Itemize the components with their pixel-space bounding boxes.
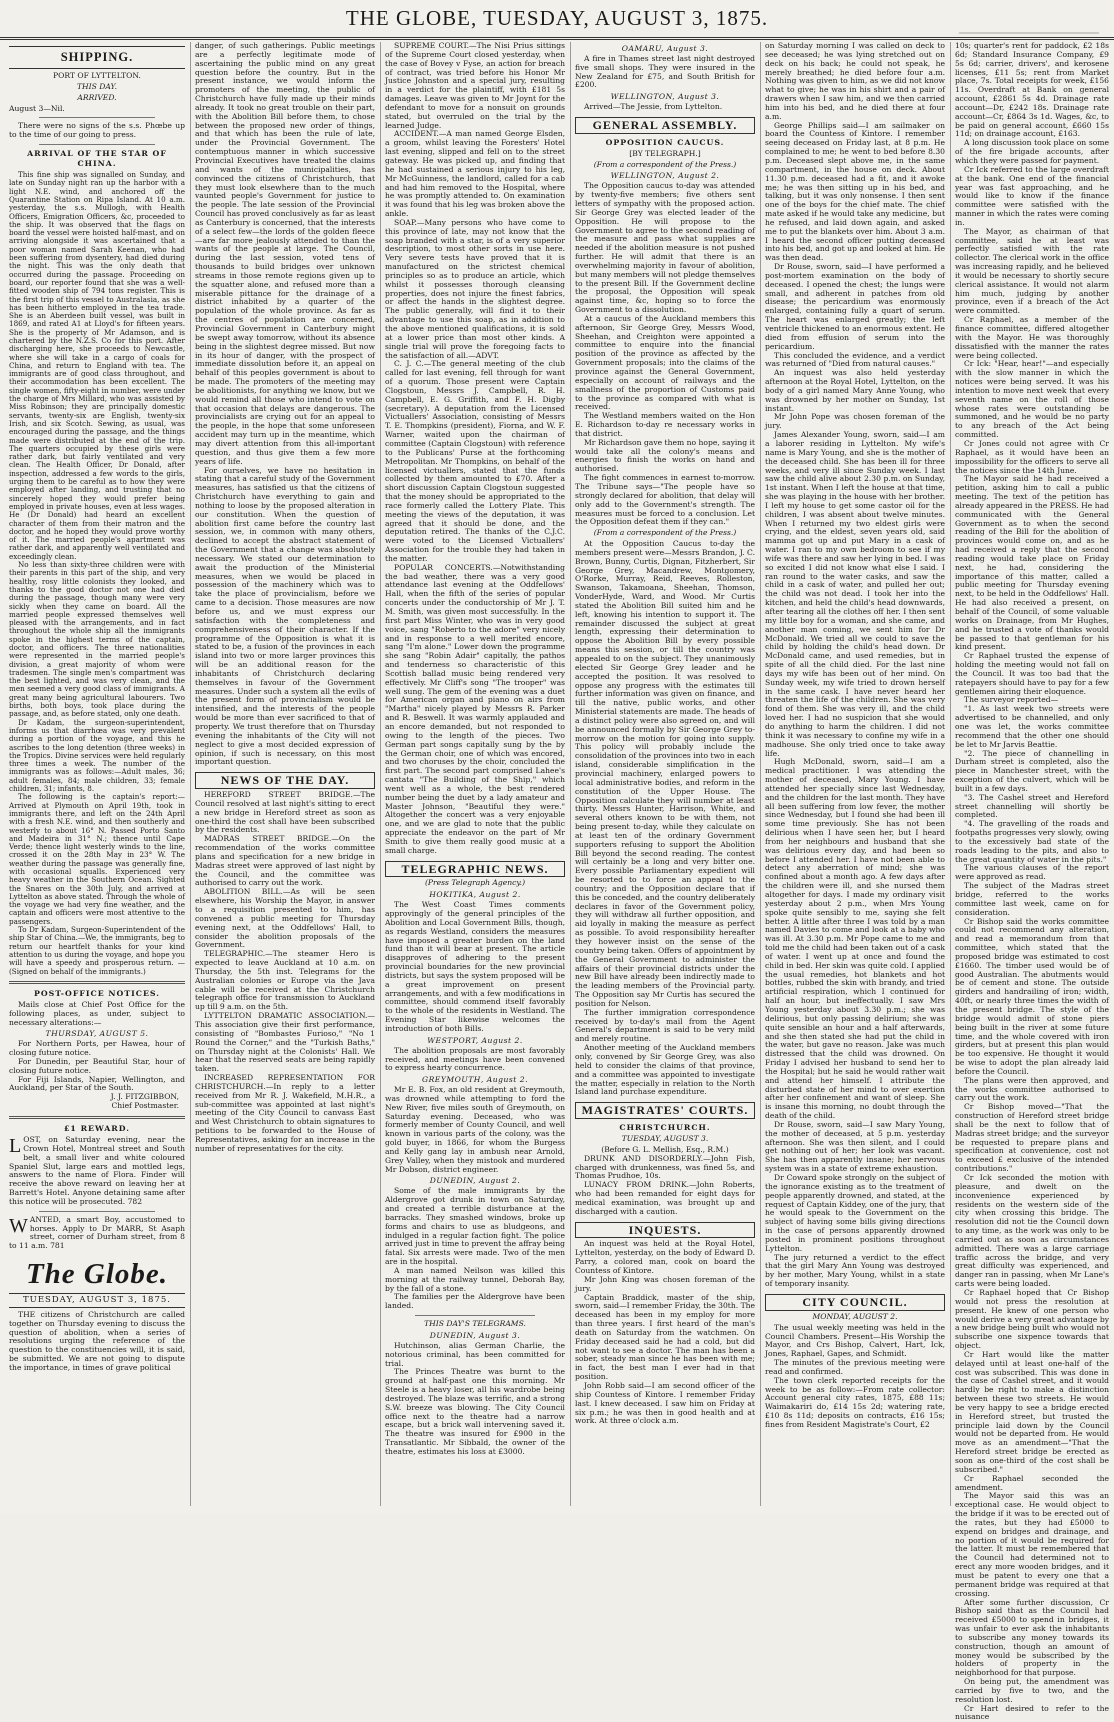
paragraph: Mr Richardson gave them no hope, saying it would take all the colony's means and energies to finish the works on hand and authorised. — [575, 437, 755, 474]
this-days-telegrams: THIS DAY'S TELEGRAMS. — [424, 1319, 526, 1329]
paragraph: Mr John King was chosen foreman of the jury. — [575, 1274, 755, 1293]
paragraph: Dr Coward spoke strongly on the subject of the ignorance existing as to the treatment of people apparently drowned, and stated, at the request of Captain Kiddey, one of the jury, that he would speak to the Government on the subject of having some bills giving directions in the case of persons apparently drowned posted in prominent positions throughout Lyttelton. — [765, 1173, 945, 1253]
from-correspondent: (From a correspondent of the Press.) — [593, 159, 737, 169]
by-telegraph: [BY TELEGRAPH.] — [629, 148, 701, 158]
globe-logo: The Globe. — [25, 1258, 169, 1291]
paragraph: At the Opposition Caucus to-day the members present were—Messrs Brandon, J. C. Brown, Bunny, Curtis, Dignan, Fitzherbert, Sir George Grey, Macandrew, Montgomery, O'Rorke, Murray, Reid, Reeves, Rolleston, Swanson, Takamoana, Sheehan, Thomson, VonderHyde, Ward, and Wood. Mr Curtis stated the Abolition Bill suited him and he left, knowing his intention to support it. The remainder discussed the subject at great length, expressing their determination to oppose the Abolition Bill by every possible means this session, or till the country was appealed to on the subject. They unanimously elected Sir George Grey leader and he accepted the position. It was resolved to oppose any progress with the estimates till further information was given on finance, and till the native, public works, and other Ministerial statements are made. The heads of a distinct policy were also agreed on, and will be announced formally by Sir George Grey to-morrow on the motion for going into supply. This policy will probably include the consolidation of the provinces into two in each island, considerable simplification in the provincial machinery, enlarged powers to local administrative bodies, and reform in the constitution of the Upper House. The Opposition calculate they will number at least thirty. Messrs Hunter, Harrison, White, and several others known to be with them, not being present to-day, while they calculate on at least ten of the ordinary Government supporters refusing to support the Abolition Bill beyond the second reading. The contest will certainly be a long and very bitter one. Every possible Parliamentary expedient will be resorted to to force an appeal to the country; and the Opposition declare that if this be conceded, and the country deliberately declares in favor of the Government policy, they will withdraw all further opposition, and aid loyally in making the measure as perfect as possible. To avoid responsibility hereafter they however insist on the sense of the country being taken. Offers of appointment by the General Government to administer the affairs of their provincial districts under the new Bill have already been indirectly made to the leading members of the Provincial party. The Opposition say Mr Curtis has secured the position for Nelson. — [575, 539, 755, 1008]
divider — [39, 117, 155, 118]
column-4 — [570, 42, 760, 1508]
paragraph: Dr Rouse, sworn, said—I saw Mary Young, the mother of deceased, at 5 p.m. yesterday afternoon. She was then silent, and I could get nothing out of her; her look was vacant. She has then apparently insane; her nervous system was in a state of extreme exhaustion. — [765, 1119, 945, 1174]
paragraph: The town clerk reported receipts for the week to be as follow:—From rate collector: Account general city rates, 1875, £88 11s; Waimakariri do, £14 15s 2d; watering rate, £10 8s 11d; deposits on contracts, £16 15s; fines from Resident Magistrate's Court, £2 — [765, 1375, 945, 1429]
dateline: MONDAY, AUGUST 2. — [812, 1311, 898, 1321]
paragraph: The Westland members waited on the Hon E. Richardson to-day re necessary works in that district. — [575, 411, 755, 438]
paragraph: "1. As last week two streets were advertised to be channelled, and only one was let, the works committee recommend that the other one should be let to Mr Jarvis Beattie. — [955, 704, 1109, 749]
paragraph: Cr Bishop moved—"That the construction of Hereford street bridge shall be the next to follow that of Madras street bridge; and the surveyor be requested to prepare plans and specification at convenience, cost not to exceed £ exclusive of the intended contributions." — [955, 1102, 1109, 1174]
paragraph: Cr Raphael seconded the amendment. — [955, 1473, 1109, 1492]
christchurch-sub: CHRISTCHURCH. — [619, 1123, 711, 1133]
postoffice-heading: POST-OFFICE NOTICES. — [34, 988, 160, 998]
paragraph: Cr Ick seconded the motion with pleasure, and dwelt on the inconvenience experienced by residents on the western side of the city when crossing this bridge. The resolution did not tie the Council down to any time, as the work was only to be carried out as soon as circumstances admitted. There was a large carriage traffic across the bridge, and very great difficulty was experienced, and danger ran in passing, when Mr Lane's carts were being loaded. — [955, 1173, 1109, 1289]
paragraph: No less than sixty-three children were with their parents in this part of the ship, and very healthy, rosy little colonists they looked, and thanks to the good doctor not one had died during the passage, though many were very sickly when they came on board. All the married people expressed themselves well pleased with the arrangements, and in fact throughout the whole ship all the immigrants spoke in the highest terms of the captain, doctor, and officers. The three nationalities were represented in the married people's division, a great majority of whom were tradesmen. The single men's compartment was the best lighted, and was very clean, and the men seemed a very good class of immigrants. A great many being agricultural labourers. Two births, both boys, took place during the passage, and, as before stated, only one death. — [9, 560, 185, 719]
paragraph: Cr Ick referred to the large overdraft at the bank. One end of the financial year was fast approaching, and he would like to know if the finance committee were satisfied with the manner in which the rates were coming in. — [955, 164, 1109, 227]
this-day: THIS DAY. — [76, 81, 117, 91]
paragraph: The further immigration correspondence received by to-day's mail from the Agent General's department is said to be very mild and merely routine. — [575, 1007, 755, 1044]
divider — [415, 1315, 535, 1316]
paragraph: Cr Ick: "Hear, hear!"—and especially with the slow manner in which the notices were being served. It was his intention to move next week that every seventh name on the roll of those whose rates were outstanding be summoned, and he would be no party to any breach of the Act being committed. — [955, 359, 1109, 440]
dateline: WELLINGTON, August 3. — [610, 92, 720, 102]
news-item: SUPREME COURT.—The Nisi Prius sittings of the Supreme Court closed yesterday, when the case of Bovey v Fyse, an action for breach of contract, was tried before his Honor Mr Justice Johnston and a special jury, resulting in a verdict for the plaintiff, with £181 5s damages. Leave was given to Mr Joynt for the defendant to move for a nonsuit on grounds stated, but overruled on the trial by the learned Judge. — [385, 41, 565, 130]
paragraph: The surveyor reported— — [964, 695, 1059, 705]
telegram: The abolition proposals are most favorably received, and meetings have been convened to express hearty concurrence. — [385, 1045, 565, 1073]
news-heading: NEWS OF THE DAY. — [195, 772, 375, 789]
news-item: HEREFORD STREET BRIDGE.—The Council resolved at last night's sitting to erect a new bridge in Hereford street as soon as one-third the cost shall have been subscribed by the residents. — [195, 790, 375, 835]
paragraph: The Mayor said he had received a petition, asking him to call a public meeting. The text of the petition has already appeared in the PRESS. He had communicated with the General Government as to when the second reading of the Bill for the abolition of provinces would come on, and as he had received a reply that the second reading would take place on Friday next, he had, considering the importance of this matter, called a public meeting for Thursday evening next, to be held in the Oddfellows' Hall. He had also received a present, on behalf of the Council, of some valuable works on Drainage, from Mr Hughes, and he trusted a vote of thanks would be passed to that gentleman for his kind present. — [955, 474, 1109, 652]
paragraph: An inquest was also held yesterday afternoon at the Royal Hotel, Lyttelton, on the body of a girl named Mary Anne Young, who was drowned by her mother on Sunday, 1st instant. — [765, 368, 945, 413]
general-assembly-heading: GENERAL ASSEMBLY. — [575, 117, 755, 134]
telegram: The Princes Theatre was burnt to the ground at half-past one this morning. Mr Steele is a heavy loser, all his wardrobe being destroyed. The blaze was terrific, and a strong S.W. breeze was blowing. The City Council office next to the theatre had a narrow escape, but a brick wall intervening saved it. The theatre was insured for £900 in the Transatlantic. Mr Sibbald, the owner of the theatre, estimates his loss at £3000. — [385, 1367, 565, 1456]
column-2 — [190, 42, 380, 1508]
paragraph: Cr Jones could not agree with Cr Raphael, as it would have been an impossibility for the officers to serve all the notices since the 14th June. — [955, 438, 1109, 475]
leader-paragraph: THE citizens of Christchurch are called together on Thursday evening to discuss the question of abolition, when a series of resolutions urging the reference of the question to the constituencies will, it is said, be submitted. We are not going to dispute the importance, in times of grave political — [9, 1309, 185, 1373]
paragraph: Cr Hart would like the matter delayed until at least one-half of the cost was subscribed. This was done in the case of Cashel street, and it would hardly be right to make a distinction between these two streets. He would be very happy to see a bridge erected in Hereford street, but trusted the principle laid down by the Council would not be departed from. He would move as an amendment—"That the Hereford street bridge be erected as soon as one-third of the cost shall be subscribed." — [955, 1349, 1109, 1474]
telegram: Hutchinson, alias German Charlie, the notorious criminal, has been committed for trial. — [385, 1340, 565, 1368]
telegram: Mr E. B. Fox, an old resident at Greymouth, was drowned while attempting to ford the New River, five miles south of Greymouth, on Saturday evening. Deceased, who was formerly member of County Council, and well known in various parts of the colony, was the gold buyer, in 1866, for whom the Burgess and Kelly gang lay in ambush near Arnold, Grey Valley, when they mistook and murdered Mr Dobson, district engineer. — [385, 1085, 565, 1174]
telegram: The West Coast Times comments approvingly of the general principles of the Abolition and Local Government Bills, though, as regards Westland, considers the measures have imposed a greater burden on the land fund than it will bear at present. The article disapproves of adhering to the present provincial boundaries for the new provincial districts, but says the system proposed will be a great improvement on present arrangements, and with a few modifications in committee, should commend itself favorably to the whole of the residents in Westland. The Evening Star likewise welcomes the introduction of both Bills. — [385, 900, 565, 1033]
from-correspondent: (From a correspondent of the Press.) — [593, 528, 737, 538]
arrived-line: August 3—Nil. — [9, 103, 65, 113]
paragraph: The Mayor said this was an exceptional case. He would object to the bridge if it was to be erected out of the rates, but they had £5000 to expend on bridges and drainage, and no portion of it would be required for the latter. It must be remembered that the Council had determined not to erect any more wooden bridges, and it must be patent to every one that a permanent bridge was required at that crossing. — [955, 1491, 1109, 1598]
paragraph: There were no signs of the s.s. Phœbe up to the time of our going to press. — [9, 121, 185, 140]
dateline: DUNEDIN, August 3. — [429, 1330, 521, 1340]
paragraph: For Fiji Islands, Napier, Wellington, and Auckland, per Star of the South. — [9, 1074, 185, 1093]
signature: Chief Postmaster. — [111, 1101, 179, 1111]
reward-ad — [9, 1136, 185, 1207]
paragraph: The various clauses of the report were approved as read. — [955, 863, 1109, 882]
inquests-heading: INQUESTS. — [575, 1222, 755, 1239]
opposition-caucus: OPPOSITION CAUCUS. — [605, 137, 725, 147]
paragraph: The fight commences in earnest to-morrow. The Tribune says—"The people have so strongly declared for abolition, that delay will only add to the Government's strength. The measures must be forced to a conclusion. Let the Opposition defeat them if they can." — [575, 473, 755, 527]
signature: J. J. FITZGIBBON, — [110, 1092, 179, 1102]
paragraph: An inquest was held at the Royal Hotel, Lyttelton, yesterday, on the body of Edward D. Parry, a colored man, cook on board the Countess of Kintore. — [575, 1239, 755, 1275]
magistrates-heading: MAGISTRATES' COURTS. — [575, 1102, 755, 1119]
paragraph: To Dr Kadam, Surgeon-Superintendent of the ship Star of China.—We, the immigrants, beg to return our heartfelt thanks for your kind attention to us during the voyage, and hope you will have a speedy and prosperous return. —(Signed on behalf of the immigrants.) — [9, 925, 185, 976]
paragraph: James Alexander Young, sworn, said—I am a laborer residing in Lyttelton. My wife's name is Mary Young, and she is the mother of the deceased child. She has been ill for three weeks, and very ill since Sunday week. I last saw the child alive about 2.30 p.m. on Sunday, 1st instant. When I left the house at that time, she was playing in the house with her brother. I left my house to get some castor oil for the children, I was absent about twelve minutes. When I returned my two eldest girls were crying, and the eldest, seven years old, said mamma got up and put Mary in a cask of water. I ran to my own bedroom to see if my wife was there and saw her lying in bed. I was so excited I did not know what else I said. I ran round to the water casks, and saw the child in a cask of water, and pulled her out; the child was not dead. I took her into the kitchen, and held the child's head downwards, after tearing all the clothes off her. I then sent my little boy for a woman, and she came, and another man coming, we sent him for Dr McDonald. We tried all we could to save the child by holding the child's head down. Dr McDonald came, and used remedies, but in spite of all the child died. For the last nine days my wife has been out of her mind. On Sunday week, my wife tried to drown herself in the same cask. I have never heard her threaten the life of the children. She was very fond of them. She was very ill, and the child loved her. I had no suspicion that she would do anything to harm the children. I did not think it was necessary to confine my wife in a madhouse. She only tried once to take away life. — [765, 430, 945, 758]
paragraph: Hugh McDonald, sworn, said—I am a medical practitioner. I was attending the mother of deceased, Mary Young. I have attended her specially since last Wednesday, and the children for the last month. They have all been suffering from low fever, the mother since Wednesday, but I found she had been ill some time previously. She has not been delirious when I have seen her, but I heard from her neighbours and husband that she was delirious every day, and had been so before I attended her. I have not been able to detect any aberration of mind; she was confined about a month ago. A few days after the children were ill, and she nursed them altogether for days. I made my ordinary visit yesterday about 2 p.m., when Mrs Young spoke quite sensibly to me, saying she felt better. A little after three I was told by a man named Davies to come and look at a baby who was ill. At 3.30 p.m. Mr Pope came to me and told me the child had been taken out of a cask of water. I went up at once and found the child in bed. Her skin was quite cold. I applied the usual remedies, hot blankets and hot bottles, rubbed the skin with brandy, and tried artificial respiration, which I continued for half an hour, but ineffectually. I saw Mrs Young yesterday about 3.30 p.m.; she was delirious, but only passing delirium; she was quite sensible an hour and a half afterwards, and she then stated she had put the child in the water, but gave no reason. Jake was much distressed that the child was drowned. On Friday I advised her husband to send her to the Hospital; but he said he would rather wait and attend her himself. I attribute the disturbed state of her mind to over exertion after her confinement and want of sleep. She is insane this morning, no doubt through the death of the child. — [765, 757, 945, 1121]
agency-line: (Press Telegraph Agency.) — [424, 878, 526, 888]
column-5 — [760, 42, 950, 1508]
before-line: (Before G. L. Mellish, Esq., R.M.) — [601, 1144, 729, 1154]
news-item: SOAP.—Many persons who have come to this province of late, may not know that the soap branded with a star, is of a very superior description, to most other sorts in use here. Very severe tests have proved that it is manufactured on the strictest chemical principles so as to produce an article, which whilst it possesses thorough cleansing properties, does not injure the finest fabrics, or affect the hands in the slightest degree. The public generally, will find it to their advantage to use this soap, as in addition to the above mentioned qualifications, it is sold at a lower price than most other kinds. A single trial will prove the foregoing facts to the satisfaction of all.—ADVT. — [385, 217, 565, 360]
paragraph: For ourselves, we have no hesitation in stating that a careful study of the Government measures, has satisfied us that the citizens of Christchurch have everything to gain and nothing to loose by the proposed alteration in our constitution. When the question of abolition first came before the country last session, we, in common with many others, declined to accept the abstract statement of the Government that a change was absolutely necessary. We stated our determination to await the production of the Ministerial measures, when we would be placed in possession of the machinery which was to take the place of provincialism, before we came to a decision. Those measures are now before us, and we must express our satisfaction with the completeness and comprehensiveness of their character. If the programme of the Opposition is what it is stated to be, a fusion of the provinces in each island into two or more larger provinces this will be an additional reason for the inhabitants of Christchurch declaring themselves in favour of the Government measures. Under such a system all the evils of the present form of provincialism would be intensified, and the interests of the people would be more than ever sacrificed to that of property. We trust therefore that on Thursday evening the inhabitants of the City will not neglect to give a most decided expression of opinion, if such is necessary, on this most important question. — [195, 465, 375, 767]
drop-cap: W — [9, 1214, 28, 1237]
telegram: The families per the Aldergrove have been landed. — [385, 1292, 565, 1311]
news-item: ACCIDENT.—A man named George Elsden, a groom, whilst leaving the Foresters' Hotel last evening, slipped and fell on to the street gateway. He was picked up, and finding that he had sustained a serious injury to his leg, Mr McGuinness, the landlord, called for a cab and had him removed to the Hospital, where he was promptly attended to. On examination it was found that his leg was broken above the ankle. — [385, 129, 565, 219]
paragraph: The jury returned a verdict to the effect that the girl Mary Ann Young was destroyed by her mother, Mary Young, whilst in a state of temporary insanity. — [765, 1252, 945, 1289]
column-1 — [4, 42, 190, 1508]
telegram: A fire in Thames street last night destroyed five small shops. They were insured in the New Zealand for £75, and South British for £200. — [575, 53, 755, 90]
news-item: POPULAR CONCERTS.—Notwithstanding the bad weather, there was a very good attendance last evening at the Oddfellows' Hall, when the fifth of the series of popular concerts under the conductorship of Mr J. T. M. Smith, was given most successfully. In the first part Miss Winter, who was in very good voice, sang "Roberto to the adore" very nicely and in response to a well merited encore, sang "I'm alone." Lower down the programme she sang "Robin Adair" capitally, the pathos and tenderness so characteristic of this Scottish ballad music being rendered very effectively. Mr Cliff's song "The trooper" was well sung. The gem of the evening was a duet for American organ and piano on airs from "Martha" nicely played by Messrs R. Parker and R. Beswell. It was warmly applauded and an encore demanded, but not responded to owing to the length of the pieces. Two German part songs capitally sung by the by the German choir, one of which was encored, and two choruses by the choir, concluded the first part. The second part comprised Lahee's cantata "The Building of the Ship," which went well as a whole, the best rendered number being the duet by a lady amateur and Master Johnson, "Beautiful they were." Altogether the concert was a very enjoyable one, and we are glad to note that the public appreciate the endeavor on the part of Mr Smith to give them really good music at a small charge. — [385, 562, 565, 855]
dateline: WELLINGTON, August 2. — [610, 171, 720, 181]
ad-number: 781 — [50, 1241, 65, 1251]
arrived-label: ARRIVED. — [77, 92, 117, 102]
globe-date: TUESDAY, AUGUST 3, 1875. — [9, 1293, 185, 1308]
paragraph: The plans were then approved, and the works committee authorised to carry out the work. — [955, 1075, 1109, 1103]
paragraph: Cr Raphael hoped that Cr Bishop would not press the resolution at present. He knew of one person who would derive a very great advantage by a new bridge being built who would not subscribe one sixpence towards that object. — [955, 1287, 1109, 1351]
paragraph: For Northern Ports, per Hawea, hour of closing future notice. — [9, 1039, 185, 1058]
paragraph: At a caucus of the Auckland members this afternoon, Sir George Grey, Messrs Wood, Sheehan, and Creighton were appointed a committee to enquire into the financial position of the province as affected by the Government proposals; into the claims of the province against the General Government, especially on account of railways and the smallness of the proportion of Customs paid to the province as compared with what is received. — [575, 313, 755, 412]
paragraph: The minutes of the previous meeting were read and confirmed. — [765, 1358, 945, 1376]
paragraph: The subject of the Madras street bridge, referred to the works committee last week, came on for consideration. — [955, 881, 1109, 917]
drop-cap: L — [9, 1134, 22, 1157]
dateline: HOKITIKA, August 2. — [429, 890, 521, 900]
dateline: TUESDAY, AUGUST 3. — [621, 1134, 709, 1144]
paragraph: "4. The gravelling of the roads and footpaths progresses very slowly, owing to the excessively bad state of the roads leading to the pits, and also to the great quantity of water in the pits." — [955, 819, 1109, 864]
news-item: LYTTELTON DRAMATIC ASSOCIATION.—This association give their first performance, consisting of "Bombastes Furioso," "No 1 Round the Corner," and the "Turkish Baths," on Thursday night at the Colonists' Hall. We hear that the reserved seats are being rapidly taken. — [195, 1011, 375, 1074]
china-heading: ARRIVAL OF THE STAR OF CHINA. — [27, 149, 167, 169]
telegraphic-heading: TELEGRAPHIC NEWS. — [385, 861, 565, 878]
paragraph: Dr Kadam, the surgeon-superintendent, informs us that diarrhœa was very prevalent during a portion of the voyage, and this he ascribes to the long detention (three weeks) in the Tropics. Divine services were held regularly three times a week. The number of the immigrants was as follows:—Adult males, 36; adult females, 84; male children, 33; female children, 31; infants, 8. — [9, 717, 185, 794]
news-item: INCREASED REPRESENTATION FOR CHRISTCHURCH.—In reply to a letter received from Mr R. J. Wakefield, M.H.R., a sub-committee was appointed at last night's meeting of the City Council to canvass East and West Christchurch to obtain signatures to petitions to be forwarded to the House of Representatives, asking for an increase in the number of representatives for the city. — [195, 1073, 375, 1153]
news-item: MADRAS STREET BRIDGE.—On the recommendation of the works committee plans and specification for a new bridge in Madras street were approved of last night by the Council, and the committee was authorised to carry out the work. — [195, 834, 375, 888]
dateline: OAMARU, August 3. — [621, 44, 709, 53]
paragraph: After some further discussion, Cr Bishop said that as the Council had received £5000 to spend in bridges, it was unfair to ever ask the inhabitants to subscribe any money towards its construction, though an amount of money would be subscribed by the holders of property in the neighborhood for that purpose. — [955, 1597, 1109, 1678]
dateline: THURSDAY, AUGUST 5. — [45, 1029, 149, 1039]
paragraph: "3. The Cashel street and Hereford street channelling will shortly be completed. — [955, 792, 1109, 820]
port-line: PORT OF LYTTELTON. — [53, 71, 141, 80]
column-6 — [950, 41, 1114, 1722]
paragraph: For Dunedin, per Beautiful Star, hour of closing future notice. — [9, 1056, 185, 1075]
paragraph: A long discussion took place on some of the fire brigade accounts, after which they were passed for payment. — [955, 138, 1109, 165]
dateline: GREYMOUTH, August 2. — [422, 1075, 528, 1085]
paragraph: Cr Raphael, as a member of the finance committee, differed altogether with the Mayor. He was thoroughly dissatisfied with the manner the rates were being collected. — [955, 315, 1109, 360]
wanted-ad — [9, 1216, 185, 1251]
news-item: TELEGRAPHIC.—The steamer Hero is expected to leave Auckland at 10 a.m. on Thursday, the 5th inst. Telegrams for the Australian colonies or Europe via the Java cable will be received at the Christchurch telegraph office for transmission to Auckland up till 9 a.m. on the 5th. — [195, 949, 375, 1012]
column-3 — [380, 42, 570, 1508]
paragraph: This concluded the evidence, and a verdict was returned of "Died from natural causes." — [765, 350, 945, 369]
paragraph: George Phillips said—I am sailmaker on board the Countess of Kintore. I remember seeing deceased on Friday last, at 8 p.m. He complained to me; he went to bed before 8.30 p.m. Deceased slept above me, in the same compartment, in the house on deck. About 11.30 p.m. deceased had a fit, and it awoke me; he was then sitting up in his bed, and talking, but it was only nonsense. I then sent one of the boys for the chief mate. The chief mate asked if he would take any medicine, but he refused, and laid down again, and asked me to put the blankets over him. About 3 a.m. I heard the second officer putting deceased into his bed, and got up and looked at him. He was then dead. — [765, 120, 945, 263]
paragraph: John Robb said—I am second officer of the ship Countess of Kintore. I remember Friday last. I knew deceased. I saw him on Friday at six p.m.; he was then in good health and at work. At three o'clock a.m. — [575, 1380, 755, 1426]
paragraph: The Opposition caucus to-day was attended by twenty-five members; five others sent letters of sympathy with the proposed action. Sir George Grey was elected leader of the Opposition. He will propose to the Government to agree to the second reading of the measure and pass what supplies are needed if the abolition measure is not pushed further. He will admit that there is an overwhelming majority in favour of abolition, but many members will not pledge themselves to the present Bill. If the Government decline the proposal, the Opposition will speak against time, &c, hoping so to force the Government to a dissolution. — [575, 181, 755, 315]
paragraph: The following is the captain's report:—Arrived at Plymouth on April 19th, took in immigrants there, and left on the 24th April with a fresh N.E. wind, and then southerly and westerly to about 16° N. Passed Porto Santo and Madeira in 31° N.; thence until Cape Verde; thence light westerly winds to the line, crossed it on the 28th May in 23° W. The weather during the passage was generally fine, with occasional squalls. Experienced very heavy weather in the Southern Ocean. Sighted the Snares on the 30th July, and arrived at Lyttelton as above stated. Through the whole of the voyage we had very fine weather, and the captain and officers were most attentive to the passengers. — [9, 792, 185, 926]
paragraph: The usual weekly meeting was held in the Council Chambers. Present—His Worship the Mayor, and Crs Bishop, Calvert, Hart, Ick, Jones, Raphael, Gapes, and Schmidt. — [765, 1322, 945, 1359]
paragraph: Dr Rouse, sworn, said—I have performed a post-mortem examination on the body of deceased. I opened the chest; the lungs were small, and adherent in patches from old disease; the pericardium was enormously enlarged, containing fully a quart of serum. The heart was enlarged greatly; the left ventricle thickened to an enormous extent. He died from effusion of serum into the pericardium. — [765, 262, 945, 351]
divider — [39, 144, 155, 145]
telegram: A man named Neilson was killed this morning at the railway tunnel, Deborah Bay, by the fall of a stone. — [385, 1265, 565, 1293]
reward-heading: £1 REWARD. — [64, 1123, 130, 1133]
paragraph: LUNACY FROM DRINK.—John Roberts, who had been remanded for eight days for medical examination, was brought up and discharged with a caution. — [575, 1180, 755, 1216]
reward-text: OST, on Saturday evening, near the Crown Hotel, Montreal street and South belt, a small liver and white coloured Spaniel Slut, large ears and mottled legs, answers to the name of Flora. Finder will receive the above reward on leaving her at Barrett's Hotel. Anyone detaining same after this notice will be prosecuted. — [9, 1134, 185, 1206]
paragraph: Cr Raphael trusted the expense of holding the meeting would not fall on the Council. It was too bad that the ratepayers should have to pay for a few gentlemen airing their eloquence. — [955, 651, 1109, 696]
city-council-heading: CITY COUNCIL. — [765, 1294, 945, 1311]
paragraph: 10s; quarter's rent for paddock, £2 18s 6d; Standard Insurance Company, £9 5s 6d; carrier, drivers', and kerosene licenses, £11 5s; rent from Market place, 7s. Total receipts for week, £156 11s. Overdraft at Bank on general account, £2861 5s 4d. Drainage rate account—Dr, £242 18s. Drainage rate account—Cr, £864 3s 1d. Wages, &c, to be paid on general account, £660 15s 11d; on drainage account, £163. — [955, 41, 1109, 139]
masthead — [0, 0, 1114, 40]
dateline: WESTPORT, August 2. — [427, 1035, 523, 1045]
dateline: DUNEDIN, August 2. — [429, 1176, 521, 1186]
paragraph: Cr Hart desired to refer to the nuisance — [955, 1703, 1109, 1722]
shipping-heading: SHIPPING. — [9, 46, 185, 69]
paragraph: This fine ship was signalled on Sunday, and late on Sunday night ran up the harbor with a light N.E. wind, and anchored off the Quarantine Station on Ripa Island. At 10 a.m. yesterday, the s.s. Mullogh, with Health Officers, Emigration Officers, &c, proceeded to the ship. It was observed that the flags on board the vessel were hoisted half-mast, and on arriving alongside it was ascertained that a poor woman named Sarah Keenan, who had been suffering from dysentery, had died during the night. This was the only death that occurred during the passage. Proceeding on board, our reporter found that she was a well-fitted wooden ship of 794 tons register. This is the first trip of this vessel to Australasia, as she has been hitherto employed in the tea trade. She is an Aberdeen built vessel, was built in 1869, and rated A1 at Lloyd's for fifteen years. She is the property of Mr Adamson, and is chartered by the N.Z.S. Co for this port. After discharging here, she proceeds to Newcastle, where she will take in a cargo of coals for China, and return to England with tea. The immigrants are of good class throughout, and their accommodation has been excellent. The single women, fifty-eight in number, were under the charge of Mrs Millard, who was assisted by Miss Robinson; they are principally domestic servants, twenty-six are English, twenty-six Irish, and six Scotch. Sewing, as usual, was encouraged during the passage, and the things made were distributed at the end of the trip. The quarters occupied by these girls were rather dark, but fairly ventilated and very clean. The Health Officer, Dr Donald, after inspection, addressed a few words to the girls, urging them to be careful as to how they were employed after landing, and trusting that no sincerely hoped they would prefer being employed in private houses, even at less wages. He (Dr Donald) had heard an excellent character of them from their matron and the doctor, and he hoped they would prove worthy of it. The married people's apartment was rather dark, and apparently well ventilated and exceedingly clean. — [9, 170, 185, 561]
paragraph: Mails close at Chief Post Office for the following places, as under, subject to necessary alterations:— — [9, 999, 185, 1027]
divider — [39, 1211, 155, 1212]
news-item: C. J. C.—The general meeting of the club called for last evening, fell through for want of a quorum. Those present were Captain Clogstoun, Messrs J. Campbell, R. H. Campbell, E. G. Griffith, and F. H. Digby (secretary). A deputation from the Licensed Victuallers' Association, consisting of Messrs T. E. Thompkins (president), Fiorna, and W. F. Warner, waited upon the chairman of committee (Captain Clogstoun) with reference to the Publicans' Purse at the forthcoming Metropolitan. Mr Thompkins, on behalf of the licensed victuallers, stated that the funds collected by them amounted to £70. After a short discussion Captain Clogstoun suggested that the money should be appropriated to the race formerly called the Lottery Plate. This meeting the views of the deputation, it was agreed that it should be done, and the deputation retired. The thanks of the C.J.C. were voted to the Licensed Victuallers' Association for the trouble they had taken in the matter. — [385, 359, 565, 563]
paragraph: "2. The piece of channelling in Durham street is completed, also the piece in Manchester street, with the exception of the culvert, which will be built in a few days. — [955, 748, 1109, 793]
news-item: ABOLITION BILL.—As will be seen elsewhere, his Worship the Mayor, in answer to a requisition presented to him, has convened a public meeting for Thursday evening next, at the Oddfellows' Hall, to consider the abolition proposals of the Government. — [195, 887, 375, 950]
paragraph: DRUNK AND DISORDERLY.—John Fish, charged with drunkenness, was fined 5s, and Thomas Prudhoe, 10s. — [575, 1153, 755, 1181]
ad-number: 782 — [127, 1196, 143, 1206]
paragraph: on Saturday morning I was called on deck to see deceased; he was lying stretched out on deck on his back; he could not speak, he merely breathed; he died before four a.m. Nothing was given to him, as we did not know what to give; he was in his shirt and a pair of drawers when I saw him, and we then carried him into his bed, and he died there at four a.m. — [765, 41, 945, 121]
paragraph: Cr Bishop said the works committee could not recommend any alteration, and read a memorandum from that committee, which stated that the proposed bridge was estimated to cost £1660. The timber used would be of good Australian. The abutments would be of cement and stone. The outside girders and handrailing of iron; width, 40ft, or nearly three times the width of the present bridge. The style of the bridge would admit of stone piers being built in the river at some future time, and the whole covered with iron girders, but at present this plan would be too expensive. He thought it would be wise to adopt the plan already laid before the Council. — [955, 916, 1109, 1076]
paragraph: Mr John Pope was chosen foreman of the jury. — [765, 412, 945, 431]
paragraph: danger, of such gatherings. Public meetings are a perfectly legitimate mode of ascertaining the public mind on any great question before the country. But in the present instance, we would inform the promoters of the meeting, the public of Christchurch have fully made up their minds already. It took no great trouble on their part, with the Abolition Bill before them, to chose between the proposed new order of things, and that which has been the rule of late, under the Provincial Government. The contemptuous manner in which successive Provincial Executives have treated the claims and wants of the municipalities, has convinced the citizens of Christchurch, that they must look elsewhere than to the much vaunted people's Government for justice to the people. The late session of the Provincial Council has proved conclusively as far as least as Canterbury is concerned, that the interests of a select few—the lords of the golden fleece—are far more jealously attended to than the wants of the people at large. The Council, during the last session, voted tens of thousands to build bridges over unknown streams in those remote regions given up to the squatter alone, and refused more than a miserable pittance for the drainage of a district inhabited by a quarter of the population of the whole province. As far as the centres of population are concerned, Provincial Government in Canterbury might be swept away tomorrow, without its absence being in the slightest degree missed. But now in its hour of danger, with the prospect of immediate dissolution before it, an appeal on behalf of this peoples government is about to be made. The promoters of the meeting may be abolitionists, for anything we know, but we would remind all those who intend to vote on that occasion that delays are dangerous. The provincialists are crying out for an appeal to the people, in the hope that some unforeseen accident may turn up in the meantime, which may divert attention from this all-important question, and thus give them a few more years of life. — [195, 41, 375, 466]
telegram: Arrived—The Jessie, from Lyttelton. — [584, 102, 723, 112]
paragraph: On being put, the amendment was carried by five to two, and the resolution lost. — [955, 1677, 1109, 1704]
paragraph: Another meeting of the Auckland members only, convened by Sir George Grey, was also held to consider the claims of that province, and a committee was appointed to investigate the matter, especially in relation to the North Island land purchase expenditure. — [575, 1043, 755, 1097]
divider — [9, 1116, 185, 1119]
paragraph: Captain Braddick, master of the ship, sworn, said—I remember Friday, the 30th. The deceased has been in my employ for more than three years. I first heard of the man's death on Saturday from the watchmen. On Friday deceased said he had a cold, but did not want to see a doctor. The man has been a sober, steady man since he has been with me; in fact, the best man I ever had in that position. — [575, 1292, 756, 1382]
torn-corner — [959, 4, 1110, 34]
divider — [9, 981, 185, 984]
paragraph: The Mayor, as chairman of that committee, said he at least was perfectly satisfied with the rate collector. The clerical work in the office was increasing rapidly, and he believed it would be necessary to shortly secure clerical assistance. It would not alarm him much, judging by another province, even if a breach of the Act were committed. — [955, 226, 1109, 316]
wanted-text: ANTED, a smart Boy, accustomed to horses. Apply to Dr MARR, St Asaph street, corner of Durham street, from 8 to 11 a.m. — [9, 1214, 185, 1251]
masthead-title: THE GLOBE, TUESDAY, AUGUST 3, 1875. — [345, 6, 769, 30]
telegram: Some of the male immigrants by the Aldergrove got drunk in town on Saturday, and created a terrible disturbance at the barracks. They smashed windows, broke up forms and chairs to use as bludgeons, and indulged in a regular faction fight. The police arrived just in time to prevent the affray being fatal. Six arrests were made. Two of the men are in the hospital. — [385, 1186, 565, 1267]
